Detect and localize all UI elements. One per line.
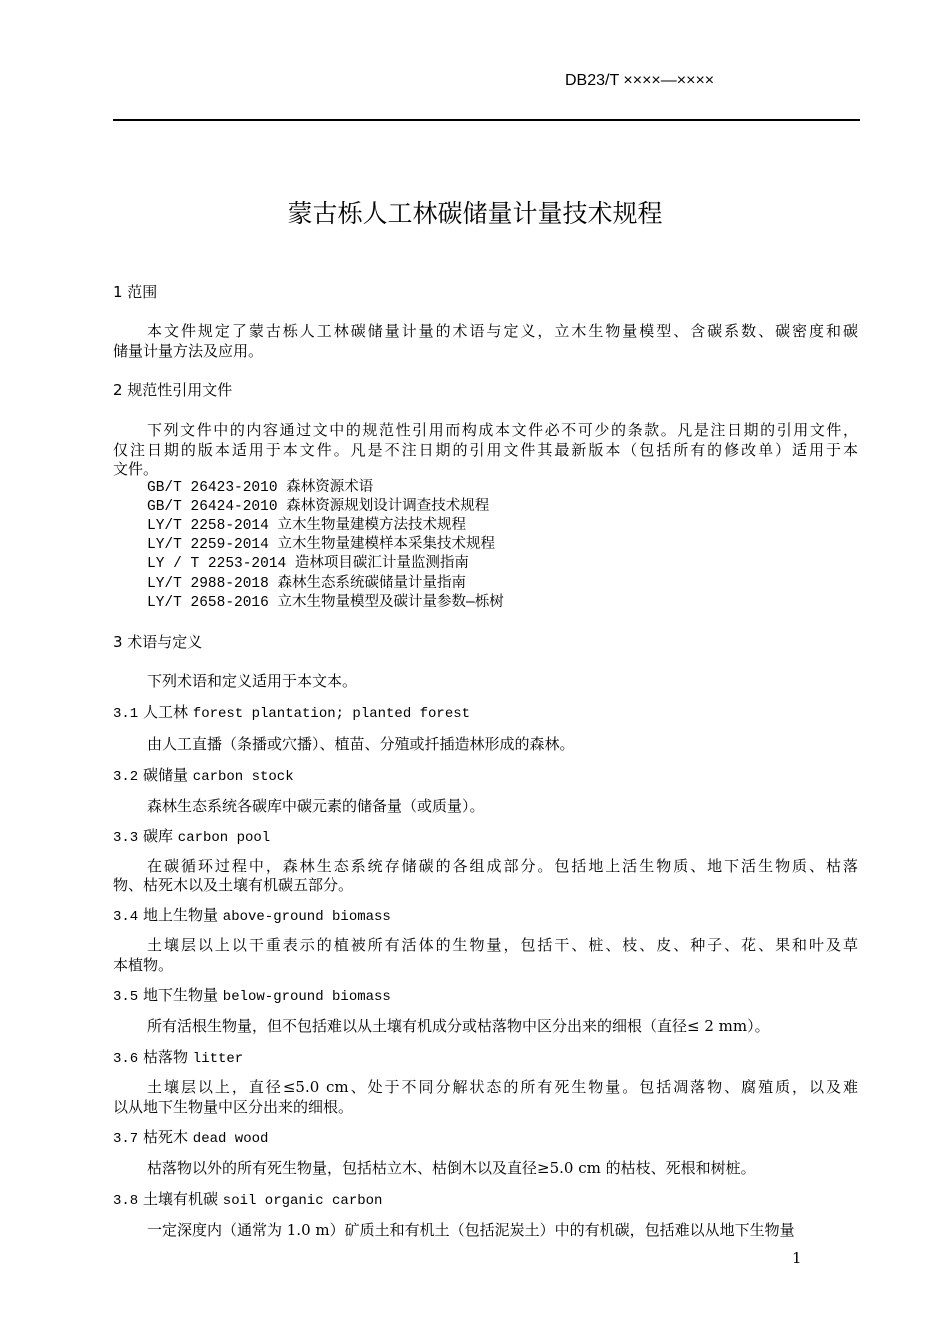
term-number: 3.7 xyxy=(113,1131,139,1147)
term-definition-line: 物、枯死木以及土壤有机碳五部分。 xyxy=(113,876,354,894)
term-english: forest plantation; planted forest xyxy=(192,706,471,722)
term-heading xyxy=(113,1189,858,1211)
term-definition-line: 森林生态系统各碳库中碳元素的储备量（或质量）。 xyxy=(147,797,485,815)
term-heading xyxy=(113,985,858,1007)
term-chinese: 地下生物量 xyxy=(143,986,219,1004)
term-heading xyxy=(113,1127,858,1149)
section-heading-references: 2 规范性引用文件 xyxy=(113,381,233,399)
term-heading xyxy=(113,1047,858,1069)
section-heading-terms: 3 术语与定义 xyxy=(113,633,203,651)
reference-item: LY / T 2253-2014 造林项目碳汇计量监测指南 xyxy=(147,556,469,572)
term-chinese: 碳库 xyxy=(143,827,174,845)
paragraph-line: 下列术语和定义适用于本文本。 xyxy=(147,672,358,690)
term-number: 3.6 xyxy=(113,1051,139,1067)
term-definition-line: 由人工直播（条播或穴播）、植苗、分殖或扦插造林形成的森林。 xyxy=(147,735,575,753)
term-definition-line: 土壤层以上以干重表示的植被所有活体的生物量，包括干、桩、枝、皮、种子、花、果和叶及草 xyxy=(147,936,858,954)
document-title: 蒙古栎人工林碳储量计量技术规程 xyxy=(287,199,663,228)
term-heading xyxy=(113,905,858,927)
term-number: 3.5 xyxy=(113,989,139,1005)
term-chinese: 枯落物 xyxy=(143,1048,189,1066)
term-english: dead wood xyxy=(192,1131,269,1147)
term-heading xyxy=(113,702,858,724)
reference-item: LY/T 2988-2018 森林生态系统碳储量计量指南 xyxy=(147,576,467,592)
term-number: 3.3 xyxy=(113,830,139,846)
term-definition-line: 所有活根生物量，但不包括难以从土壤有机成分或枯落物中区分出来的细根（直径≤ 2 mm）。 xyxy=(147,1017,770,1035)
term-definition-line: 土壤层以上，直径≤5.0 cm、处于不同分解状态的所有死生物量。包括凋落物、腐殖质，以及难 xyxy=(147,1078,858,1096)
term-chinese: 枯死木 xyxy=(143,1128,189,1146)
term-number: 3.8 xyxy=(113,1193,139,1209)
term-number: 3.1 xyxy=(113,706,139,722)
term-heading xyxy=(113,765,858,787)
paragraph-line: 仅注日期的版本适用于本文件。凡是不注日期的引用文件其最新版本（包括所有的修改单）适用于本 xyxy=(113,441,858,459)
paragraph-line: 下列文件中的内容通过文中的规范性引用而构成本文件必不可少的条款。凡是注日期的引用文件， xyxy=(147,421,858,439)
term-english: litter xyxy=(192,1051,244,1067)
reference-item: LY/T 2258-2014 立木生物量建模方法技术规程 xyxy=(147,518,467,534)
paragraph-line: 储量计量方法及应用。 xyxy=(113,342,264,360)
section-heading-scope: 1 范围 xyxy=(113,283,158,301)
term-definition-line: 枯落物以外的所有死生物量，包括枯立木、枯倒木以及直径≥5.0 cm 的枯枝、死根和树桩。 xyxy=(147,1159,756,1177)
term-english: soil organic carbon xyxy=(222,1193,383,1209)
term-definition-line: 本植物。 xyxy=(113,956,174,974)
paragraph-line: 文件。 xyxy=(113,460,159,478)
paragraph-line: 本文件规定了蒙古栎人工林碳储量计量的术语与定义，立木生物量模型、含碳系数、碳密度和碳 xyxy=(147,322,858,340)
document-code: DB23/T ××××—×××× xyxy=(565,72,715,89)
term-english: carbon pool xyxy=(177,830,271,846)
term-english: carbon stock xyxy=(192,769,294,785)
header-divider xyxy=(113,119,860,121)
term-english: below-ground biomass xyxy=(222,989,391,1005)
reference-item: GB/T 26423-2010 森林资源术语 xyxy=(147,480,374,496)
term-definition-line: 一定深度内（通常为 1.0 m）矿质土和有机土（包括泥炭土）中的有机碳，包括难以从地下生物量 xyxy=(147,1221,795,1239)
term-english: above-ground biomass xyxy=(222,909,391,925)
term-number: 3.4 xyxy=(113,909,139,925)
reference-item: LY/T 2658-2016 立木生物量模型及碳计量参数—栎树 xyxy=(147,595,504,611)
term-heading xyxy=(113,826,858,848)
term-chinese: 碳储量 xyxy=(143,766,189,784)
term-chinese: 地上生物量 xyxy=(143,906,219,924)
page-number: 1 xyxy=(792,1249,802,1267)
term-definition-line: 以从地下生物量中区分出来的细根。 xyxy=(113,1098,354,1116)
term-chinese: 土壤有机碳 xyxy=(143,1190,219,1208)
reference-item: LY/T 2259-2014 立木生物量建模样本采集技术规程 xyxy=(147,537,496,553)
term-definition-line: 在碳循环过程中，森林生态系统存储碳的各组成部分。包括地上活生物质、地下活生物质、枯落 xyxy=(147,857,858,875)
reference-item: GB/T 26424-2010 森林资源规划设计调查技术规程 xyxy=(147,499,490,515)
term-chinese: 人工林 xyxy=(143,703,189,721)
term-number: 3.2 xyxy=(113,769,139,785)
